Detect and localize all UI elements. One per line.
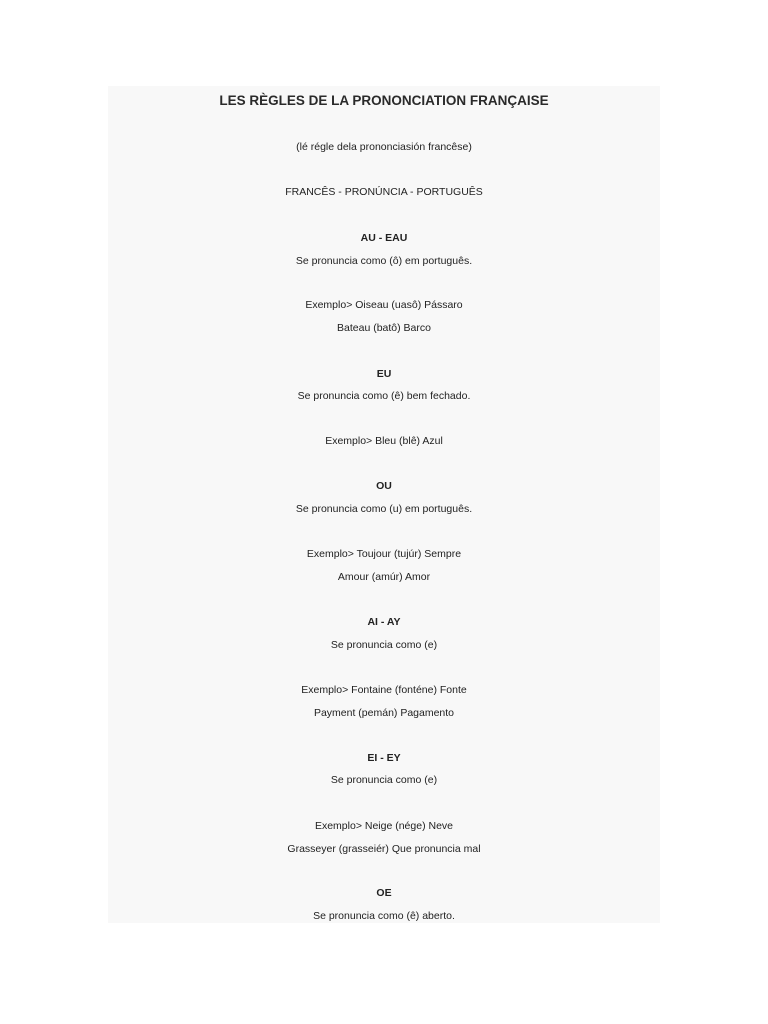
section-rule: Se pronuncia como (ô) em português. [295,255,473,267]
section-example: Payment (pemán) Pagamento [313,707,455,719]
section-heading: EI - EY [367,752,401,764]
section-rule: Se pronuncia como (e) [330,774,438,786]
section-example: Exemplo> Neige (nége) Neve [314,820,454,832]
section-rule: Se pronuncia como (u) em português. [295,503,473,515]
section-example: Exemplo> Bleu (blê) Azul [325,435,443,447]
section-rule: Se pronuncia como (e) [330,639,438,651]
section-example: Bateau (batô) Barco [337,322,431,334]
section-heading: OU [376,480,392,492]
document-page [108,86,660,923]
page-title: LES RÈGLES DE LA PRONONCIATION FRANÇAISE [219,93,549,108]
section-example: Exemplo> Oiseau (uasô) Pássaro [305,299,463,311]
section-heading: AU - EAU [360,232,408,244]
section-rule: Se pronuncia como (ê) aberto. [313,910,455,922]
section-example: Amour (amúr) Amor [337,571,431,583]
section-example: Exemplo> Toujour (tujúr) Sempre [306,548,462,560]
section-rule: Se pronuncia como (ê) bem fechado. [297,390,471,402]
subtitle: (lé régle dela prononciasión francêse) [296,141,472,153]
section-example: Grasseyer (grasseiér) Que pronuncia mal [287,843,481,855]
section-heading: EU [376,368,392,380]
section-heading: OE [376,887,392,899]
columns-line: FRANCÊS - PRONÚNCIA - PORTUGUÊS [285,186,483,198]
section-example: Exemplo> Fontaine (fonténe) Fonte [301,684,467,696]
section-heading: AI - AY [367,616,401,628]
